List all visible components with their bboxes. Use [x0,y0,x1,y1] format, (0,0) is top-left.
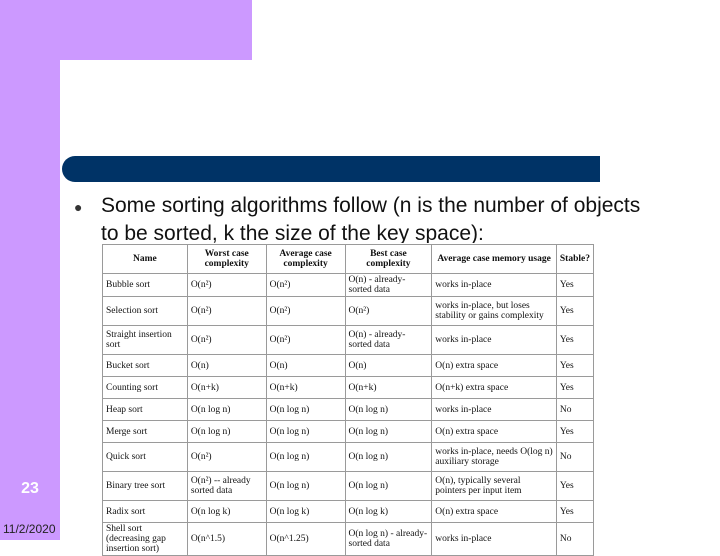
header-worst-case: Worst case complexity [187,245,266,274]
content-corner [60,60,120,120]
table-cell: Yes [556,377,593,399]
table-row [103,523,594,556]
table-cell: O(n) - already-sorted data [345,274,432,297]
table-cell: O(n log n) [266,399,345,421]
table-cell: Yes [556,274,593,297]
table-cell: works in-place [432,274,557,297]
table-cell: Yes [556,355,593,377]
table-cell: Bubble sort [103,274,188,297]
table-cell: Bucket sort [103,355,188,377]
table-cell: O(n log k) [187,501,266,523]
top-accent-bar [0,0,252,60]
table-cell: O(n), typically several pointers per input item [432,472,557,501]
table-cell: O(n) extra space [432,355,557,377]
table-cell: works in-place, needs O(log n) auxiliary storage [432,443,557,472]
header-stable: Stable? [556,245,593,274]
table-cell: Yes [556,297,593,326]
header-name: Name [103,245,188,274]
left-accent-bar [0,0,60,540]
table-cell: No [556,443,593,472]
table-cell: Yes [556,472,593,501]
table-cell: works in-place [432,399,557,421]
header-memory-usage: Average case memory usage [432,245,557,274]
table-row [103,443,594,472]
table-cell: O(n+k) [187,377,266,399]
table-row [103,501,594,523]
sorting-algorithms-table [102,244,594,556]
table-cell: O(n log n) [266,421,345,443]
table-cell: O(n log n) [266,472,345,501]
table-cell: Yes [556,421,593,443]
table-cell: O(n log n) [345,399,432,421]
table-cell: O(n log n) [345,443,432,472]
table-cell: Shell sort (decreasing gap insertion sort) [103,523,188,556]
table-cell: O(n) extra space [432,421,557,443]
table-row [103,274,594,297]
table-cell: O(n log n) [345,472,432,501]
table-row [103,399,594,421]
table-row [103,297,594,326]
bullet-icon: ● [74,199,83,215]
table-cell: O(n log n) [187,399,266,421]
table-cell: O(n log k) [266,501,345,523]
table-cell: O(n+k) extra space [432,377,557,399]
table-cell: O(n) [345,355,432,377]
table-row [103,326,594,355]
table-cell: No [556,399,593,421]
table-cell: O(n) extra space [432,501,557,523]
table-cell: works in-place, but loses stability or gains complexity [432,297,557,326]
table-cell: Quick sort [103,443,188,472]
table-header-row [103,245,594,274]
table-row [103,355,594,377]
header-average-case: Average case complexity [266,245,345,274]
table-body [103,274,594,556]
table-cell: Heap sort [103,399,188,421]
table-cell: O(n log n) - already-sorted data [345,523,432,556]
table-cell: Binary tree sort [103,472,188,501]
table-cell: Radix sort [103,501,188,523]
table-cell: O(n log n) [187,421,266,443]
table-row [103,421,594,443]
table-cell: O(n) [187,355,266,377]
title-bar [62,156,600,182]
table-cell: O(n+k) [266,377,345,399]
slide-number: 23 [21,480,39,497]
header-best-case: Best case complexity [345,245,432,274]
table-cell: O(n^1.5) [187,523,266,556]
table-cell: Straight insertion sort [103,326,188,355]
table-cell: O(n log n) [266,443,345,472]
table-row [103,377,594,399]
table-row [103,472,594,501]
table-cell: O(n²) [187,274,266,297]
table-cell: O(n²) [345,297,432,326]
table-cell: O(n²) [266,297,345,326]
table-cell: Yes [556,501,593,523]
table-cell: O(n²) [187,326,266,355]
table-cell: Selection sort [103,297,188,326]
table-cell: O(n²) [187,443,266,472]
table-cell: works in-place [432,523,557,556]
slide-date: 11/2/2020 [3,522,56,536]
table-cell: Merge sort [103,421,188,443]
table-cell: O(n log k) [345,501,432,523]
table-cell: O(n^1.25) [266,523,345,556]
table-cell: O(n) - already-sorted data [345,326,432,355]
table-cell: O(n²) [266,326,345,355]
table-cell: No [556,523,593,556]
table-cell: O(n²) [266,274,345,297]
table-cell: works in-place [432,326,557,355]
table-cell: O(n+k) [345,377,432,399]
bullet-text: Some sorting algorithms follow (n is the number of objects to be sorted, k the size of the key space): [101,194,641,243]
table-cell: O(n) [266,355,345,377]
table-cell: O(n²) -- already sorted data [187,472,266,501]
table-cell: O(n log n) [345,421,432,443]
table-cell: Counting sort [103,377,188,399]
table-cell: O(n²) [187,297,266,326]
table-cell: Yes [556,326,593,355]
